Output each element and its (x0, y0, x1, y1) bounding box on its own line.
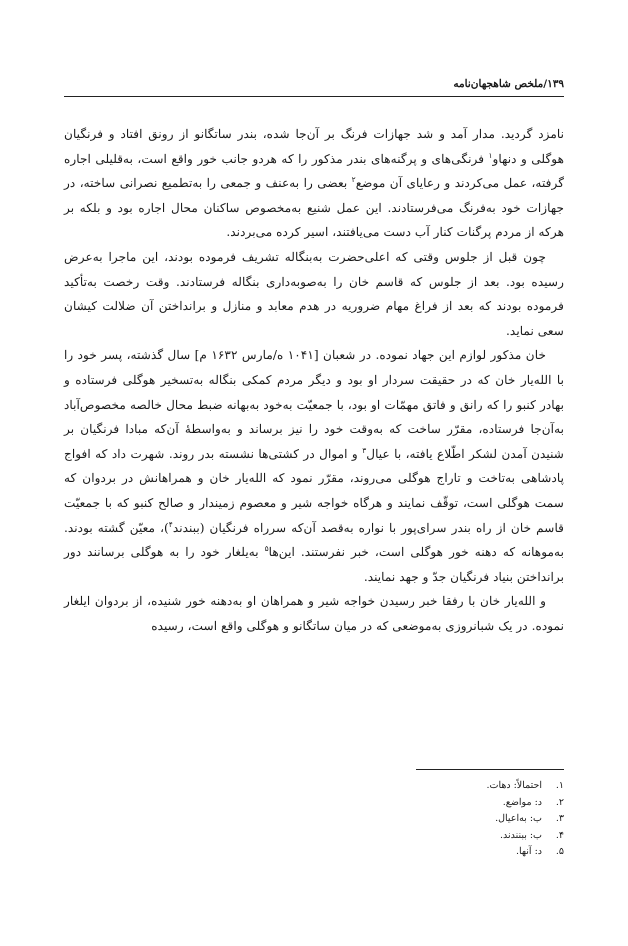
text-run: نامزد گردید. مدار آمد و شد جهازات فرنگ بر آن‌جا شده، بندر ساتگانو از رونق افتاد و فرنگیان هوگلی و دنهاو (64, 127, 564, 166)
footnote-text: ب: به‌اعیال. (495, 813, 542, 825)
body-text (64, 122, 564, 638)
footnote-item (264, 811, 564, 828)
paragraph (64, 245, 564, 343)
footnote-text: د: مواضع. (502, 796, 542, 808)
footnote-number: ۳. (555, 813, 564, 825)
footnote-marker: ۲ (351, 175, 356, 185)
footnote-marker: ۵ (264, 544, 269, 554)
text-run: فرنگی‌های و پرگنه‌های بندر مذکور را که هردو جانب خور واقع است، به‌قلیلی اجاره گرفته، عمل می‌کردند و رعایای آن موضع (64, 151, 564, 191)
footnote-item (264, 778, 564, 795)
footnote-number: ۴. (555, 829, 564, 841)
text-run: خان مذکور لوازم این جهاد نموده. در شعبان [۱۰۴۱ ه/مارس ۱۶۳۲ م] سال گذشته، پسر خود را با الله‌یار خان که در حقیقت سردار او بود و دیگر مردم کمکی بنگاله به‌تسخیر هوگلی فرستاده و بهادر کنبو را که رانق و فاتق مهمّات او بود، با جمعیّت به‌خود به‌بهانه ضبط محال خالصه مخصوص‌آباد به‌آن‌جا فرستاده، مقرّر ساخت که به‌وقت خود را نیز برساند و به‌واسطهٔ آن‌که مبادا فرنگیان بر شنیدن آمدن لشکر اطّلاع یافته، با عیال (64, 348, 564, 461)
footnote-divider (416, 769, 564, 770)
footnote-marker: ۱ (488, 150, 493, 160)
footnote-number: ۲. (555, 796, 564, 808)
running-header (64, 78, 564, 97)
footnote-text: د: آنها. (515, 846, 542, 858)
text-run: و اموال در کشتی‌ها نشسته بدر روند. شهرت داد که افواج پادشاهی به‌تاخت و تاراج هوگلی می‌روند، مقرّر نمود که الله‌یار خان و همراهانش در بردوان که سمت هوگلی است، توقّف نمایند و هرگاه خواجه شیر و معصوم زمیندار و صالح کنبو که با جمعیّت قاسم خان از راه بندر سرای‌پور با نواره به‌قصد آن‌که سرراه فرنگیان (ببندند (64, 446, 565, 535)
paragraph (64, 343, 564, 589)
footnotes-list (264, 778, 564, 861)
footnote-item (264, 795, 564, 812)
text-run: بعضی را به‌عنف و جمعی را به‌تطمیع نصرانی ساخته، در جهازات خود به‌فرنگ می‌فرستادند. این عمل شنیع به‌مخصوص ساکنان محال اجاره بود و بلکه بر هرکه از مردم پرگنات کنار آب دست می‌یافتند، اسیر کرده می‌بردند. (64, 176, 564, 240)
footnote-number: ۵. (555, 846, 564, 858)
paragraph (64, 589, 564, 638)
footnote-marker: ۳ (362, 445, 367, 455)
text-run: چون قبل از جلوس وقتی که اعلی‌حضرت به‌بنگاله تشریف فرموده بودند، این ماجرا به‌عرض رسیده بود. بعد از جلوس که قاسم خان را به‌صوبه‌داری بنگاله فرستادند. وقت رخصت به‌تأکید فرموده بودند که بعد از فراغ مهام ضروریه در هدم معابد و منازل و برانداختن آن ضلالت کیشان سعی نماید. (64, 249, 564, 338)
footnote-text: ب: ببنندند. (499, 829, 542, 841)
text-run: )، معیّن گشته بودند. به‌موهانه که دهنه خور هوگلی است، خبر نفرستند. این‌ها (64, 520, 564, 560)
footnote-text: احتمالاً: دهات. (486, 780, 542, 791)
text-run: و الله‌یار خان با رفقا خبر رسیدن خواجه شیر و همراهان او به‌دهنه خور شنیده، از بردوان ایلغار نموده. در یک شبانروزی به‌موضعی که در میان ساتگانو و هوگلی واقع است، رسیده (64, 594, 564, 633)
footnote-item (264, 828, 564, 845)
page-header-title: ۱۳۹/ملخص شاهجهان‌نامه (453, 78, 564, 90)
text-run: به‌یلغار خود را به هوگلی برسانند دور برانداختن بنیاد فرنگیان جدّ و جهد نمایند. (64, 545, 564, 584)
footnote-number: ۱. (555, 780, 564, 791)
footnote-item (264, 844, 564, 861)
footnote-marker: ۴ (168, 519, 173, 529)
paragraph (64, 122, 564, 245)
